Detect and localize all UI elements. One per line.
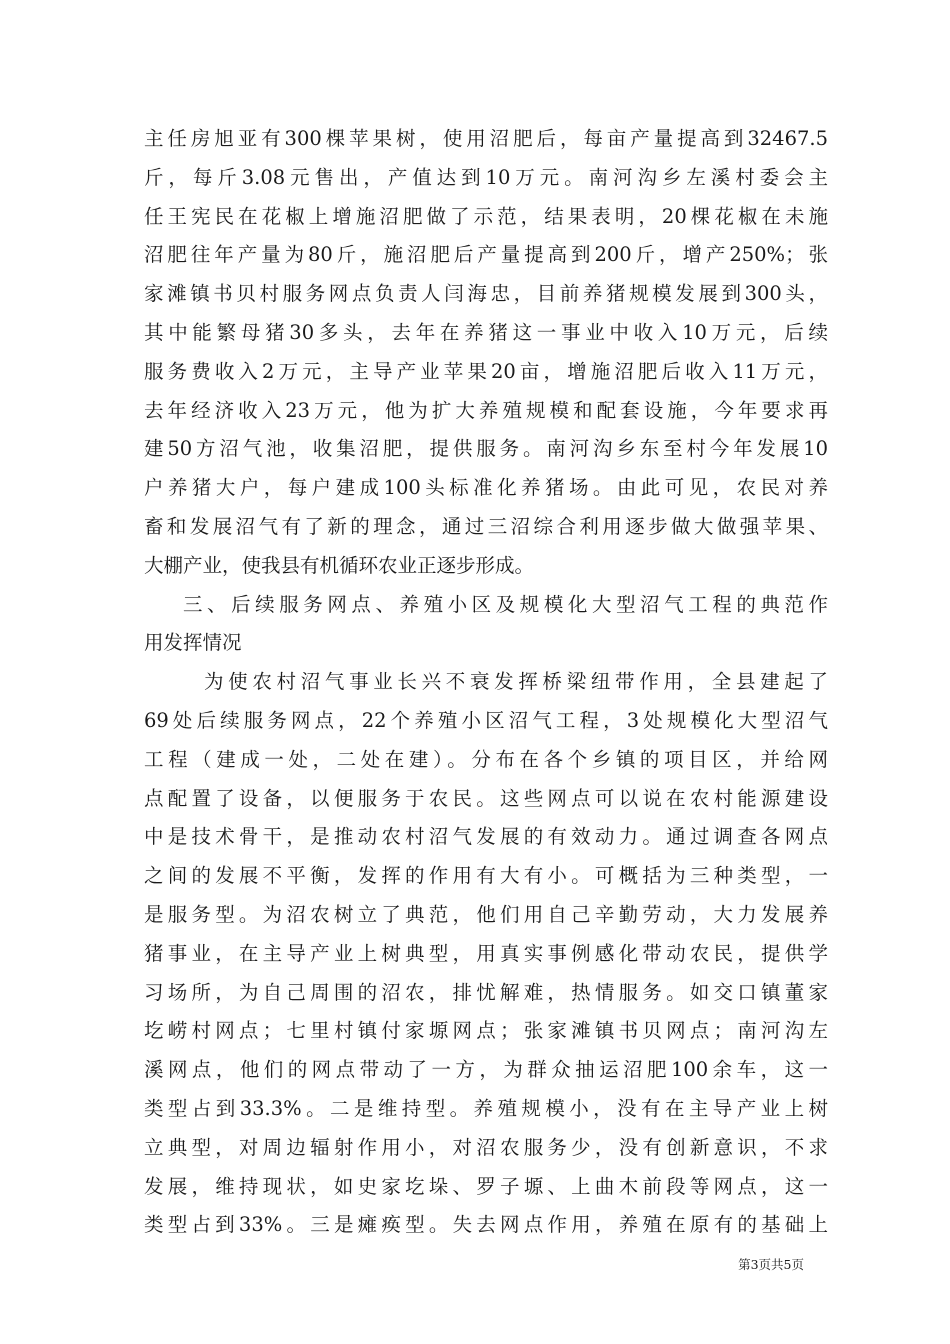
- text-line: 大棚产业，使我县有机循环农业正逐步形成。: [144, 553, 535, 577]
- text-line: 主任房旭亚有300棵苹果树，使用沼肥后，每亩产量提高到32467.5: [144, 127, 828, 150]
- text-line: 为使农村沼气事业长兴不衰发挥桥梁纽带作用，全县建起了: [204, 670, 828, 694]
- text-line: 是服务型。为沼农树立了典范，他们用自己辛勤劳动，大力发展养: [144, 902, 828, 926]
- text-line: 类型占到33%。三是瘫痪型。失去网点作用，养殖在原有的基础上: [144, 1213, 828, 1237]
- text-line: 之间的发展不平衡，发挥的作用有大有小。可概括为三种类型，一: [144, 864, 828, 888]
- document-body: [144, 120, 828, 1245]
- text-line: 家滩镇书贝村服务网点负责人闫海忠，目前养猪规模发展到300头，: [144, 282, 828, 306]
- text-line: 去年经济收入23万元，他为扩大养殖规模和配套设施，今年要求再: [144, 398, 828, 422]
- heading-line: 三、后续服务网点、养殖小区及规模化大型沼气工程的典范作: [183, 592, 828, 616]
- text-line: 圪崂村网点；七里村镇付家塬网点；张家滩镇书贝网点；南河沟左: [144, 1019, 828, 1043]
- text-line: 类型占到33.3%。二是维持型。养殖规模小，没有在主导产业上树: [144, 1096, 828, 1120]
- text-line: 习场所，为自己周围的沼农，排忧解难，热情服务。如交口镇董家: [144, 980, 828, 1004]
- text-line: 发展，维持现状，如史家圪垛、罗子塬、上曲木前段等网点，这一: [144, 1174, 828, 1198]
- text-line: 中是技术骨干，是推动农村沼气发展的有效动力。通过调查各网点: [144, 825, 828, 849]
- page-number-footer: 第3页共5页: [738, 1257, 804, 1272]
- text-line: 任王宪民在花椒上增施沼肥做了示范，结果表明，20棵花椒在未施: [144, 204, 828, 228]
- section-heading: [144, 586, 828, 664]
- text-line: 猪事业，在主导产业上树典型，用真实事例感化带动农民，提供学: [144, 941, 828, 965]
- text-line: 溪网点，他们的网点带动了一方，为群众抽运沼肥100余车，这一: [144, 1058, 828, 1082]
- text-line: 斤，每斤3.08元售出，产值达到10万元。南河沟乡左溪村委会主: [144, 165, 828, 189]
- text-line: 点配置了设备，以便服务于农民。这些网点可以说在农村能源建设: [144, 786, 828, 810]
- paragraph-livestock-examples: [144, 120, 828, 586]
- text-line: 畜和发展沼气有了新的理念，通过三沼综合利用逐步做大做强苹果、: [144, 514, 828, 538]
- text-line: 其中能繁母猪30多头，去年在养猪这一事业中收入10万元，后续: [144, 320, 828, 344]
- text-line: 工程（建成一处，二处在建）。分布在各个乡镇的项目区，并给网: [144, 747, 828, 771]
- text-line: 69处后续服务网点，22个养殖小区沼气工程，3处规模化大型沼气: [144, 708, 828, 732]
- paragraph-service-points: [144, 663, 828, 1245]
- text-line: 户养猪大户，每户建成100头标准化养猪场。由此可见，农民对养: [144, 476, 828, 500]
- text-line: 服务费收入2万元，主导产业苹果20亩，增施沼肥后收入11万元，: [144, 359, 828, 383]
- text-line: 立典型，对周边辐射作用小，对沼农服务少，没有创新意识，不求: [144, 1135, 828, 1159]
- text-line: 沼肥往年产量为80斤，施沼肥后产量提高到200斤，增产250%；张: [144, 243, 828, 267]
- text-line: 建50方沼气池，收集沼肥，提供服务。南河沟乡东至村今年发展10: [144, 437, 828, 461]
- heading-line: 用发挥情况: [144, 631, 242, 655]
